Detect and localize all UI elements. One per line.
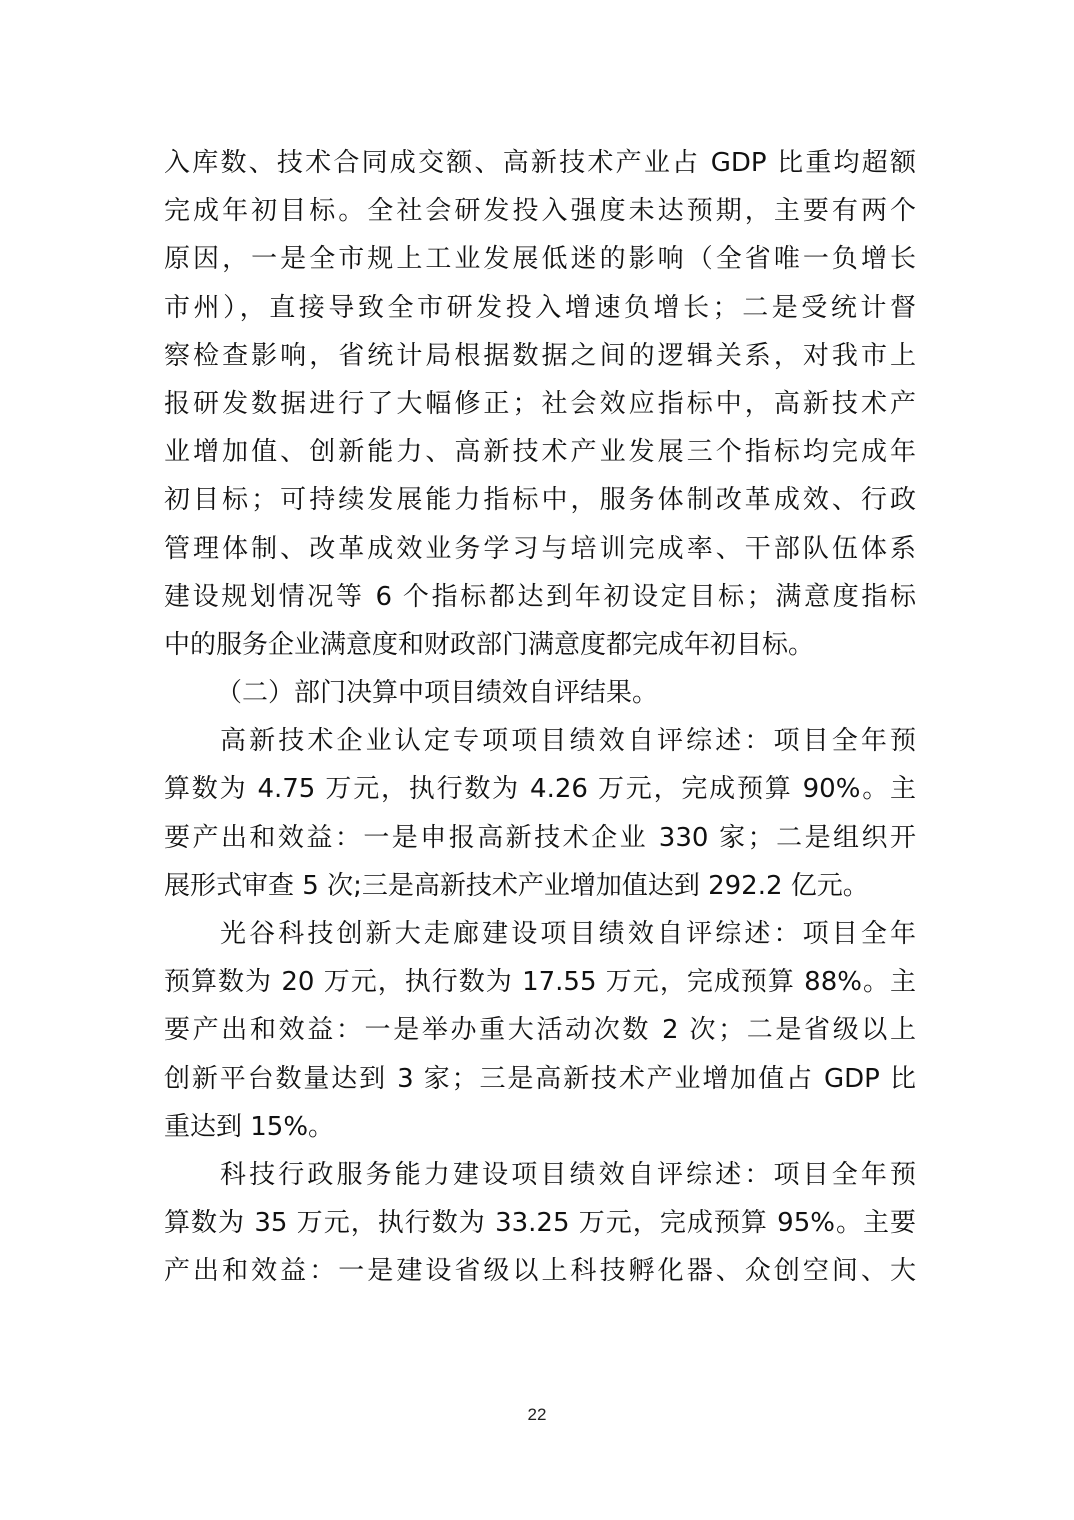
text-line: 察检查影响，省统计局根据数据之间的逻辑关系，对我市上 xyxy=(164,340,916,371)
text-line: 原因，一是全市规上工业发展低迷的影响（全省唯一负增长 xyxy=(164,244,916,275)
text-line: 市州），直接导致全市研发投入增速负增长；二是受统计督 xyxy=(164,292,916,323)
text-line: 入库数、技术合同成交额、高新技术产业占 GDP 比重均超额 xyxy=(164,148,916,178)
text-line: 高新技术企业认定专项项目绩效自评综述：项目全年预 xyxy=(220,726,916,757)
text-line: 重达到 15%。 xyxy=(164,1111,335,1142)
text-line: 预算数为 20 万元，执行数为 17.55 万元，完成预算 88%。主 xyxy=(164,967,916,998)
text-line: 要产出和效益：一是申报高新技术企业 330 家；二是组织开 xyxy=(164,822,916,853)
text-line: 算数为 35 万元，执行数为 33.25 万元，完成预算 95%。主要 xyxy=(164,1208,916,1239)
text-line: 业增加值、创新能力、高新技术产业发展三个指标均完成年 xyxy=(164,437,916,468)
text-line: 光谷科技创新大走廊建设项目绩效自评综述：项目全年 xyxy=(220,919,916,949)
text-line: 算数为 4.75 万元，执行数为 4.26 万元，完成预算 90%。主 xyxy=(164,774,916,805)
text-line: 展形式审查 5 次;三是高新技术产业增加值达到 292.2 亿元。 xyxy=(164,870,869,901)
text-line: 建设规划情况等 6 个指标都达到年初设定目标；满意度指标 xyxy=(164,581,916,612)
section-heading: （二）部门决算中项目绩效自评结果。 xyxy=(216,678,659,709)
text-line: 创新平台数量达到 3 家；三是高新技术产业增加值占 GDP 比 xyxy=(164,1063,916,1094)
text-line: 要产出和效益：一是举办重大活动次数 2 次；二是省级以上 xyxy=(164,1015,916,1046)
body-text xyxy=(164,139,916,1296)
text-line: 报研发数据进行了大幅修正；社会效应指标中，高新技术产 xyxy=(164,388,916,419)
text-line: 中的服务企业满意度和财政部门满意度都完成年初目标。 xyxy=(164,629,815,660)
page-number: 22 xyxy=(527,1405,547,1424)
text-line: 完成年初目标。全社会研发投入强度未达预期，主要有两个 xyxy=(164,196,916,227)
text-line: 初目标；可持续发展能力指标中，服务体制改革成效、行政 xyxy=(164,485,916,516)
text-line: 科技行政服务能力建设项目绩效自评综述：项目全年预 xyxy=(220,1159,916,1190)
text-line: 管理体制、改革成效业务学习与培训完成率、干部队伍体系 xyxy=(164,533,916,564)
text-line: 产出和效益：一是建设省级以上科技孵化器、众创空间、大 xyxy=(164,1256,916,1287)
